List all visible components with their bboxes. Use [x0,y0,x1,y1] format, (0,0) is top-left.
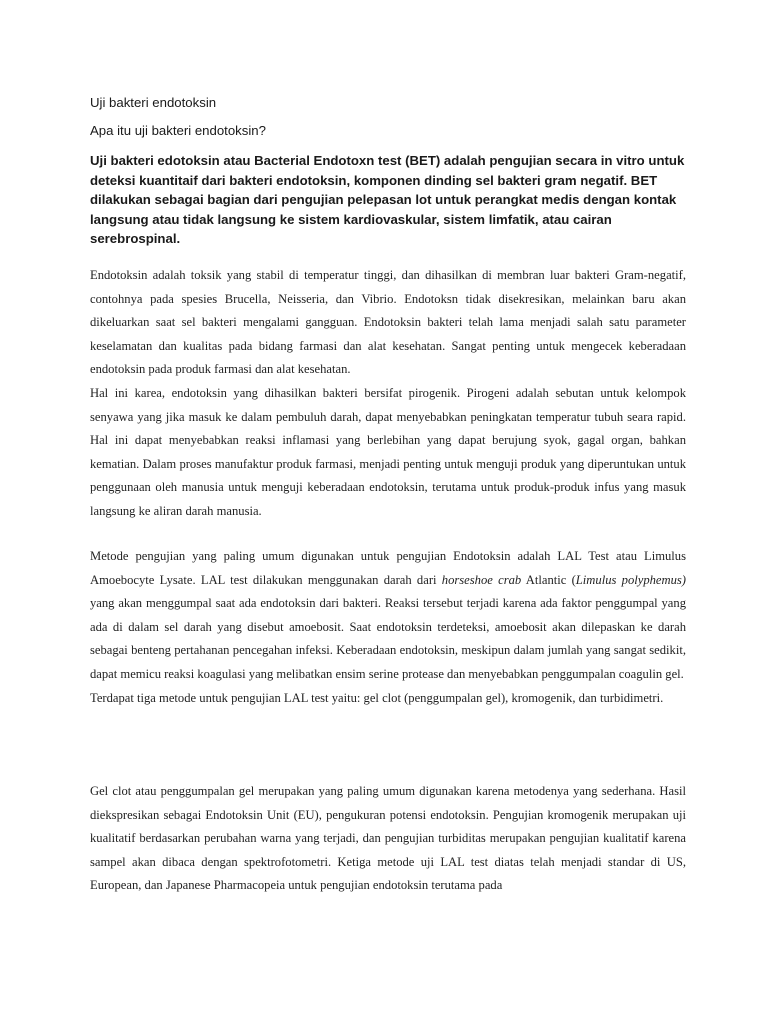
intro-paragraph: Uji bakteri edotoksin atau Bacterial Endotoxn test (BET) adalah pengujian secara in vitro untuk deteksi kuantitaif dari bakteri endotoksin, komponen dinding sel bakteri gram negatif. BET dilakukan sebagai bagian dari pengujian pelepasan lot untuk perangkat medis dengan kontak langsung atau tidak langsung ke sistem kardiovaskular, sistem limfatik, atau cairan serebrospinal. [90,153,685,246]
body-paragraph [90,545,686,687]
italic-term: Limulus polyphemus) [575,572,686,587]
text-run: Metode pengujian yang paling umum digunakan untuk pengujian Endotoksin adalah LAL Test atau Limulus Amoebocyte Lysate. LAL test dilakukan menggunakan darah dari [90,549,686,587]
body-paragraph: Endotoksin adalah toksik yang stabil di temperatur tinggi, dan dihasilkan di membran luar bakteri Gram-negatif, contohnya pada spesies Brucella, Neisseria, dan Vibrio. Endotoksn tidak disekresikan, melainkan baru akan dikeluarkan saat sel bakteri mengalami gangguan. Endotoksin bakteri telah lama menjadi salah satu parameter keselamatan dan kualitas pada bidang farmasi dan alat kesehatan. Sangat penting untuk mengecek keberadaan endotoksin pada produk farmasi dan alat kesehatan. [90,268,686,377]
body-paragraph: Hal ini karea, endotoksin yang dihasilkan bakteri bersifat pirogenik. Pirogeni adalah sebutan untuk kelompok senyawa yang jika masuk ke dalam pembuluh darah, dapat menyebabkan peningkatan temperatur tubuh seara rapid. Hal ini dapat menyebabkan reaksi inflamasi yang berlebihan yang dapat berujung syok, gagal organ, bahkan kematian. Dalam proses manufaktur produk farmasi, menjadi penting untuk menguji produk yang diperuntukan untuk penggunaan oleh manusia untuk menguji keberadaan endotoksin, terutama untuk produk-produk infus yang masuk langsung ke aliran darah manusia. [90,385,686,518]
body-paragraph: Gel clot atau penggumpalan gel merupakan yang paling umum digunakan karena metodenya yang sederhana. Hasil diekspresikan sebagai Endotoksin Unit (EU), pengukuran potensi endotoksin. Pengujian kromogenik merupakan uji kualitatif berdasarkan perubahan warna yang terjadi, dan pengujian turbiditas merupakan pengujian kualitatif karena sampel akan dibaca dengan spektrofotometri. Ketiga metode uji LAL test diatas telah menjadi standar di US, European, dan Japanese Pharmacopeia untuk pengujian endotoksin terutama pada [90,784,686,893]
document-title: Uji bakteri endotoksin [90,95,217,110]
text-run: yang akan menggumpal saat ada endotoksin dari bakteri. Reaksi tersebut terjadi karena ada faktor penggumpal yang ada di dalam sel darah yang disebut amoebosit. Saat endotoksin terdeteksi, amoebosit akan dilepaskan ke darah sebagai benteng pertahanan pencegahan infeksi. Keberadaan endotoksin, meskipun dalam jumlah yang sangat sedikit, dapat memicu reaksi koagulasi yang melibatkan ensim serine protease dan menyebabkan penggumpalan coagulin gel. [90,596,686,681]
section-gel-clot [90,780,686,898]
text-run: Atlantic ( [521,572,576,587]
section-lal-test [90,545,686,710]
document-question-heading: Apa itu uji bakteri endotoksin? [90,123,266,138]
body-paragraph: Terdapat tiga metode untuk pengujian LAL test yaitu: gel clot (penggumpalan gel), kromogenik, dan turbidimetri. [90,690,664,705]
italic-term: horseshoe crab [441,572,522,587]
section-endotoksin [90,264,686,524]
